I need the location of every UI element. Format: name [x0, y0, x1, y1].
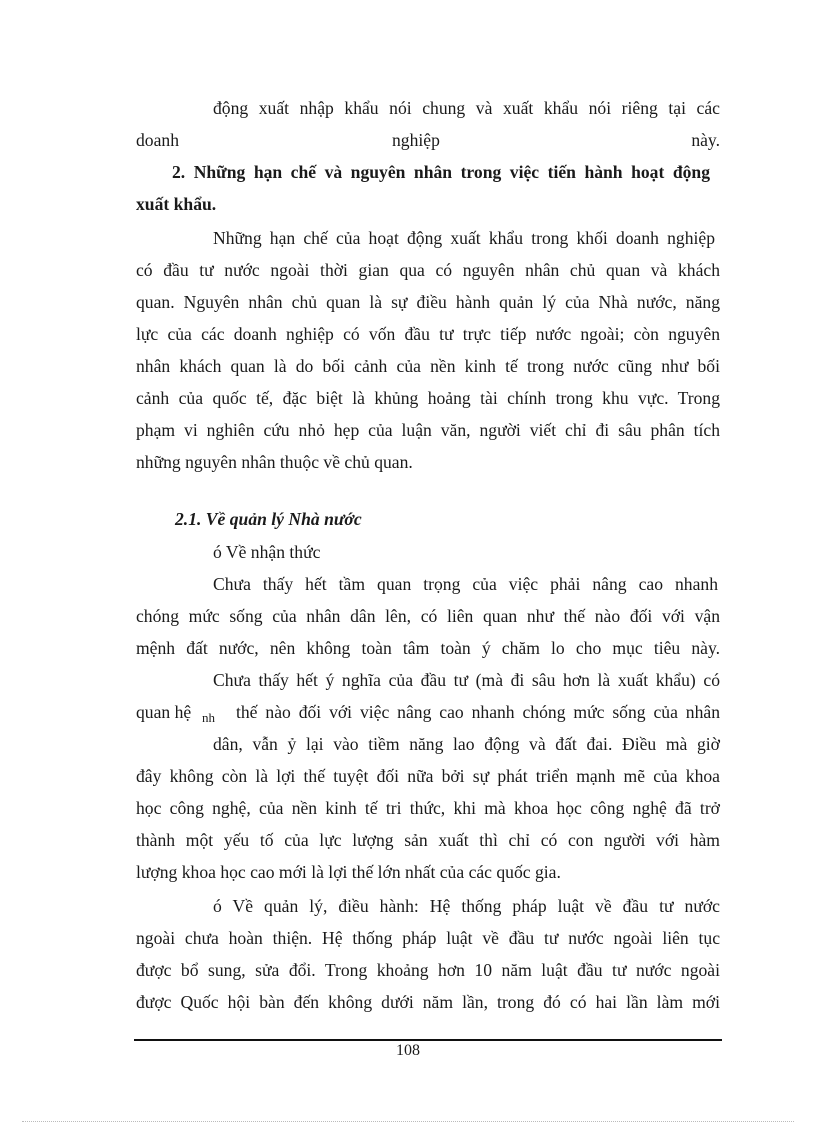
text-line: ngoài chưa hoàn thiện. Hệ thống pháp luật về đầu tư nước ngoài liên tục — [136, 928, 720, 948]
heading-text: 2.1. Về quản lý Nhà nước — [175, 509, 362, 529]
text-line: cảnh của quốc tế, đặc biệt là khủng hoảng tài chính trong khu vực. Trong — [136, 388, 720, 408]
page-edge-dotted-line — [22, 1121, 794, 1122]
text-line: dân, vẫn ỷ lại vào tiềm năng lao động và đất đai. Điều mà giờ — [213, 734, 720, 754]
text-line: được Quốc hội bàn đến không dưới năm lần, trong đó có hai lần làm mới — [136, 992, 720, 1012]
body-line-spaced — [136, 129, 720, 151]
word: nghiệp — [392, 130, 440, 150]
text-line: chóng mức sống của nhân dân lên, có liên quan như thế nào đối với vận — [136, 606, 720, 626]
text-line: Chưa thấy hết ý nghĩa của đầu tư (mà đi sâu hơn là xuất khẩu) có — [213, 670, 720, 690]
footer-rule — [134, 1039, 722, 1041]
text-line: đây không còn là lợi thế tuyệt đối nữa bởi sự phát triển mạnh mẽ của khoa — [136, 766, 720, 786]
text-line: lực của các doanh nghiệp có vốn đầu tư trực tiếp nước ngoài; còn nguyên — [136, 324, 720, 344]
text-line: ó Về nhận thức — [213, 542, 321, 562]
heading-text: xuất khẩu. — [136, 194, 217, 214]
text-line: thế nào đối với việc nâng cao nhanh chóng mức sống của nhân — [236, 702, 720, 722]
text-line: học công nghệ, của nền kinh tế tri thức, khi mà khoa học công nghệ đã trở — [136, 798, 720, 818]
page-number: 108 — [396, 1042, 420, 1059]
text-line: thành một yếu tố của lực lượng sản xuất thì chỉ có con người với hàm — [136, 830, 720, 850]
text-line: được bổ sung, sửa đổi. Trong khoảng hơn 10 năm luật đầu tư nước ngoài — [136, 960, 720, 980]
text-line: nhân khách quan là do bối cảnh của nền kinh tế trong nước cũng như bối — [136, 356, 720, 376]
text-line: quan. Nguyên nhân chủ quan là sự điều hành quản lý của Nhà nước, năng — [136, 292, 720, 312]
text-line: ó Về quản lý, điều hành: Hệ thống pháp luật về đầu tư nước — [213, 896, 720, 916]
text-line: lượng khoa học cao mới là lợi thế lớn nhất của các quốc gia. — [136, 862, 561, 882]
text-line: Những hạn chế của hoạt động xuất khẩu trong khối doanh nghiệp — [213, 228, 715, 248]
heading-text: 2. Những hạn chế và nguyên nhân trong việc tiến hành hoạt động — [172, 162, 710, 182]
word: này. — [691, 130, 720, 150]
text-line: quan hệ — [136, 702, 192, 722]
text-line: Chưa thấy hết tầm quan trọng của việc phải nâng cao nhanh — [213, 574, 718, 594]
word: doanh — [136, 130, 179, 150]
text-line: phạm vi nghiên cứu nhỏ hẹp của luận văn, người viết chỉ đi sâu phân tích — [136, 420, 720, 440]
text-line: mệnh đất nước, nên không toàn tâm toàn ý chăm lo cho mục tiêu này. — [136, 638, 720, 658]
text-line: động xuất nhập khẩu nói chung và xuất khẩu nói riêng tại các — [213, 98, 720, 118]
text-line: những nguyên nhân thuộc về chủ quan. — [136, 452, 413, 472]
stray-fragment: nh — [202, 710, 215, 725]
text-line: có đầu tư nước ngoài thời gian qua có nguyên nhân chủ quan và khách — [136, 260, 720, 280]
